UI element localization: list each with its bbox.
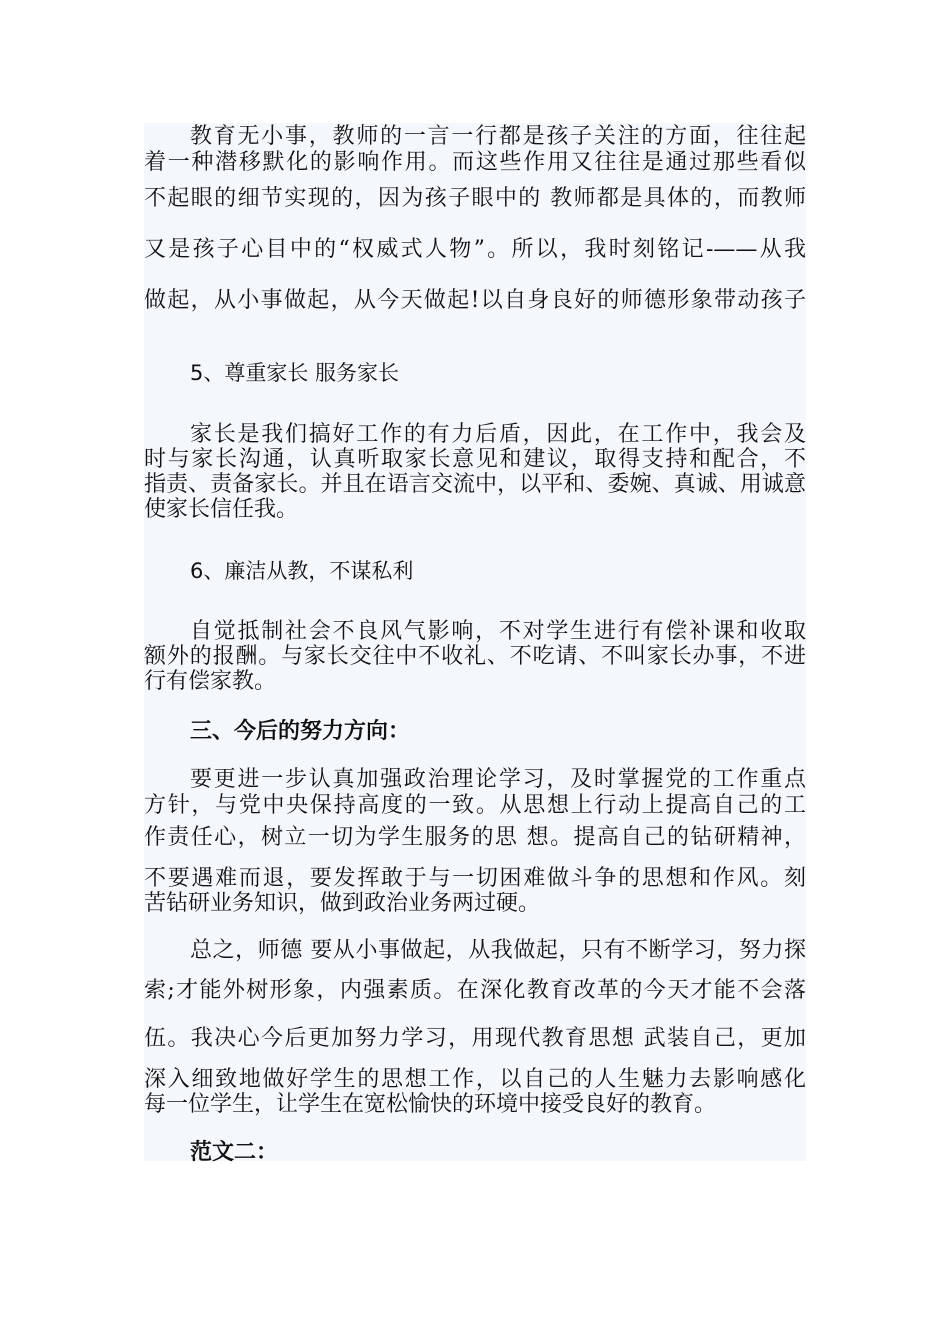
paragraph-1-line-4: 又是孩子心目中的“权威式人物”。所以，我时刻铭记-——从我 [144,237,806,262]
paragraph-5-line-4: 深入细致地做好学生的思想工作，以自己的人生魅力去影响感化 [144,1067,806,1092]
paragraph-3-line-2: 额外的报酬。与家长交往中不收礼、不吃请、不叫家长办事，不进 [144,644,806,669]
paragraph-4-line-3: 作责任心，树立一切为学生服务的思 想。提高自己的钻研精神， [144,825,806,850]
paragraph-4-line-4: 不要遇难而退，要发挥敢于与一切困难做斗争的思想和作风。刻 [144,866,806,891]
paragraph-1-line-2: 着一种潜移默化的影响作用。而这些作用又往往是通过那些看似 [144,150,806,175]
section-6-heading: 6、廉洁从教，不谋私利 [190,559,414,583]
model-essay-2-heading: 范文二： [190,1139,279,1165]
paragraph-3-line-3: 行有偿家教。 [144,669,277,694]
paragraph-5-line-3: 伍。我决心今后更加努力学习，用现代教育思想 武装自己，更加 [144,1026,806,1051]
paragraph-1-line-5: 做起，从小事做起，从今天做起!以自身良好的师德形象带动孩子 [144,288,806,313]
paragraph-2-line-2: 时与家长沟通，认真听取家长意见和建议，取得支持和配合，不 [144,447,806,472]
paragraph-5-line-2: 索;才能外树形象，内强素质。在深化教育改革的今天才能不会落 [144,978,806,1003]
paragraph-5-line-5: 每一位学生，让学生在宽松愉快的环境中接受良好的教育。 [144,1092,717,1117]
paragraph-3-line-1: 自觉抵制社会不良风气影响，不对学生进行有偿补课和收取 [190,619,806,644]
paragraph-1-line-1: 教育无小事，教师的一言一行都是孩子关注的方面，往往起 [190,124,806,149]
paragraph-5-line-1: 总之，师德 要从小事做起，从我做起，只有不断学习，努力探 [190,938,806,963]
paragraph-4-line-1: 要更进一步认真加强政治理论学习，及时掌握党的工作重点 [190,767,806,792]
paragraph-2-line-3: 指责、责备家长。并且在语言交流中，以平和、委婉、真诚、用诚意 [144,472,806,497]
section-3-heading: 三、今后的努力方向： [190,718,411,744]
paragraph-4-line-2: 方针，与党中央保持高度的一致。从思想上行动上提高自己的工 [144,793,806,818]
paragraph-4-line-5: 苦钻研业务知识，做到政治业务两过硬。 [144,891,541,916]
paragraph-2-line-1: 家长是我们搞好工作的有力后盾，因此，在工作中，我会及 [190,422,806,447]
paragraph-2-line-4: 使家长信任我。 [144,497,299,522]
section-5-heading: 5、尊重家长 服务家长 [190,361,400,385]
paragraph-1-line-3: 不起眼的细节实现的，因为孩子眼中的 教师都是具体的，而教师 [144,186,806,211]
